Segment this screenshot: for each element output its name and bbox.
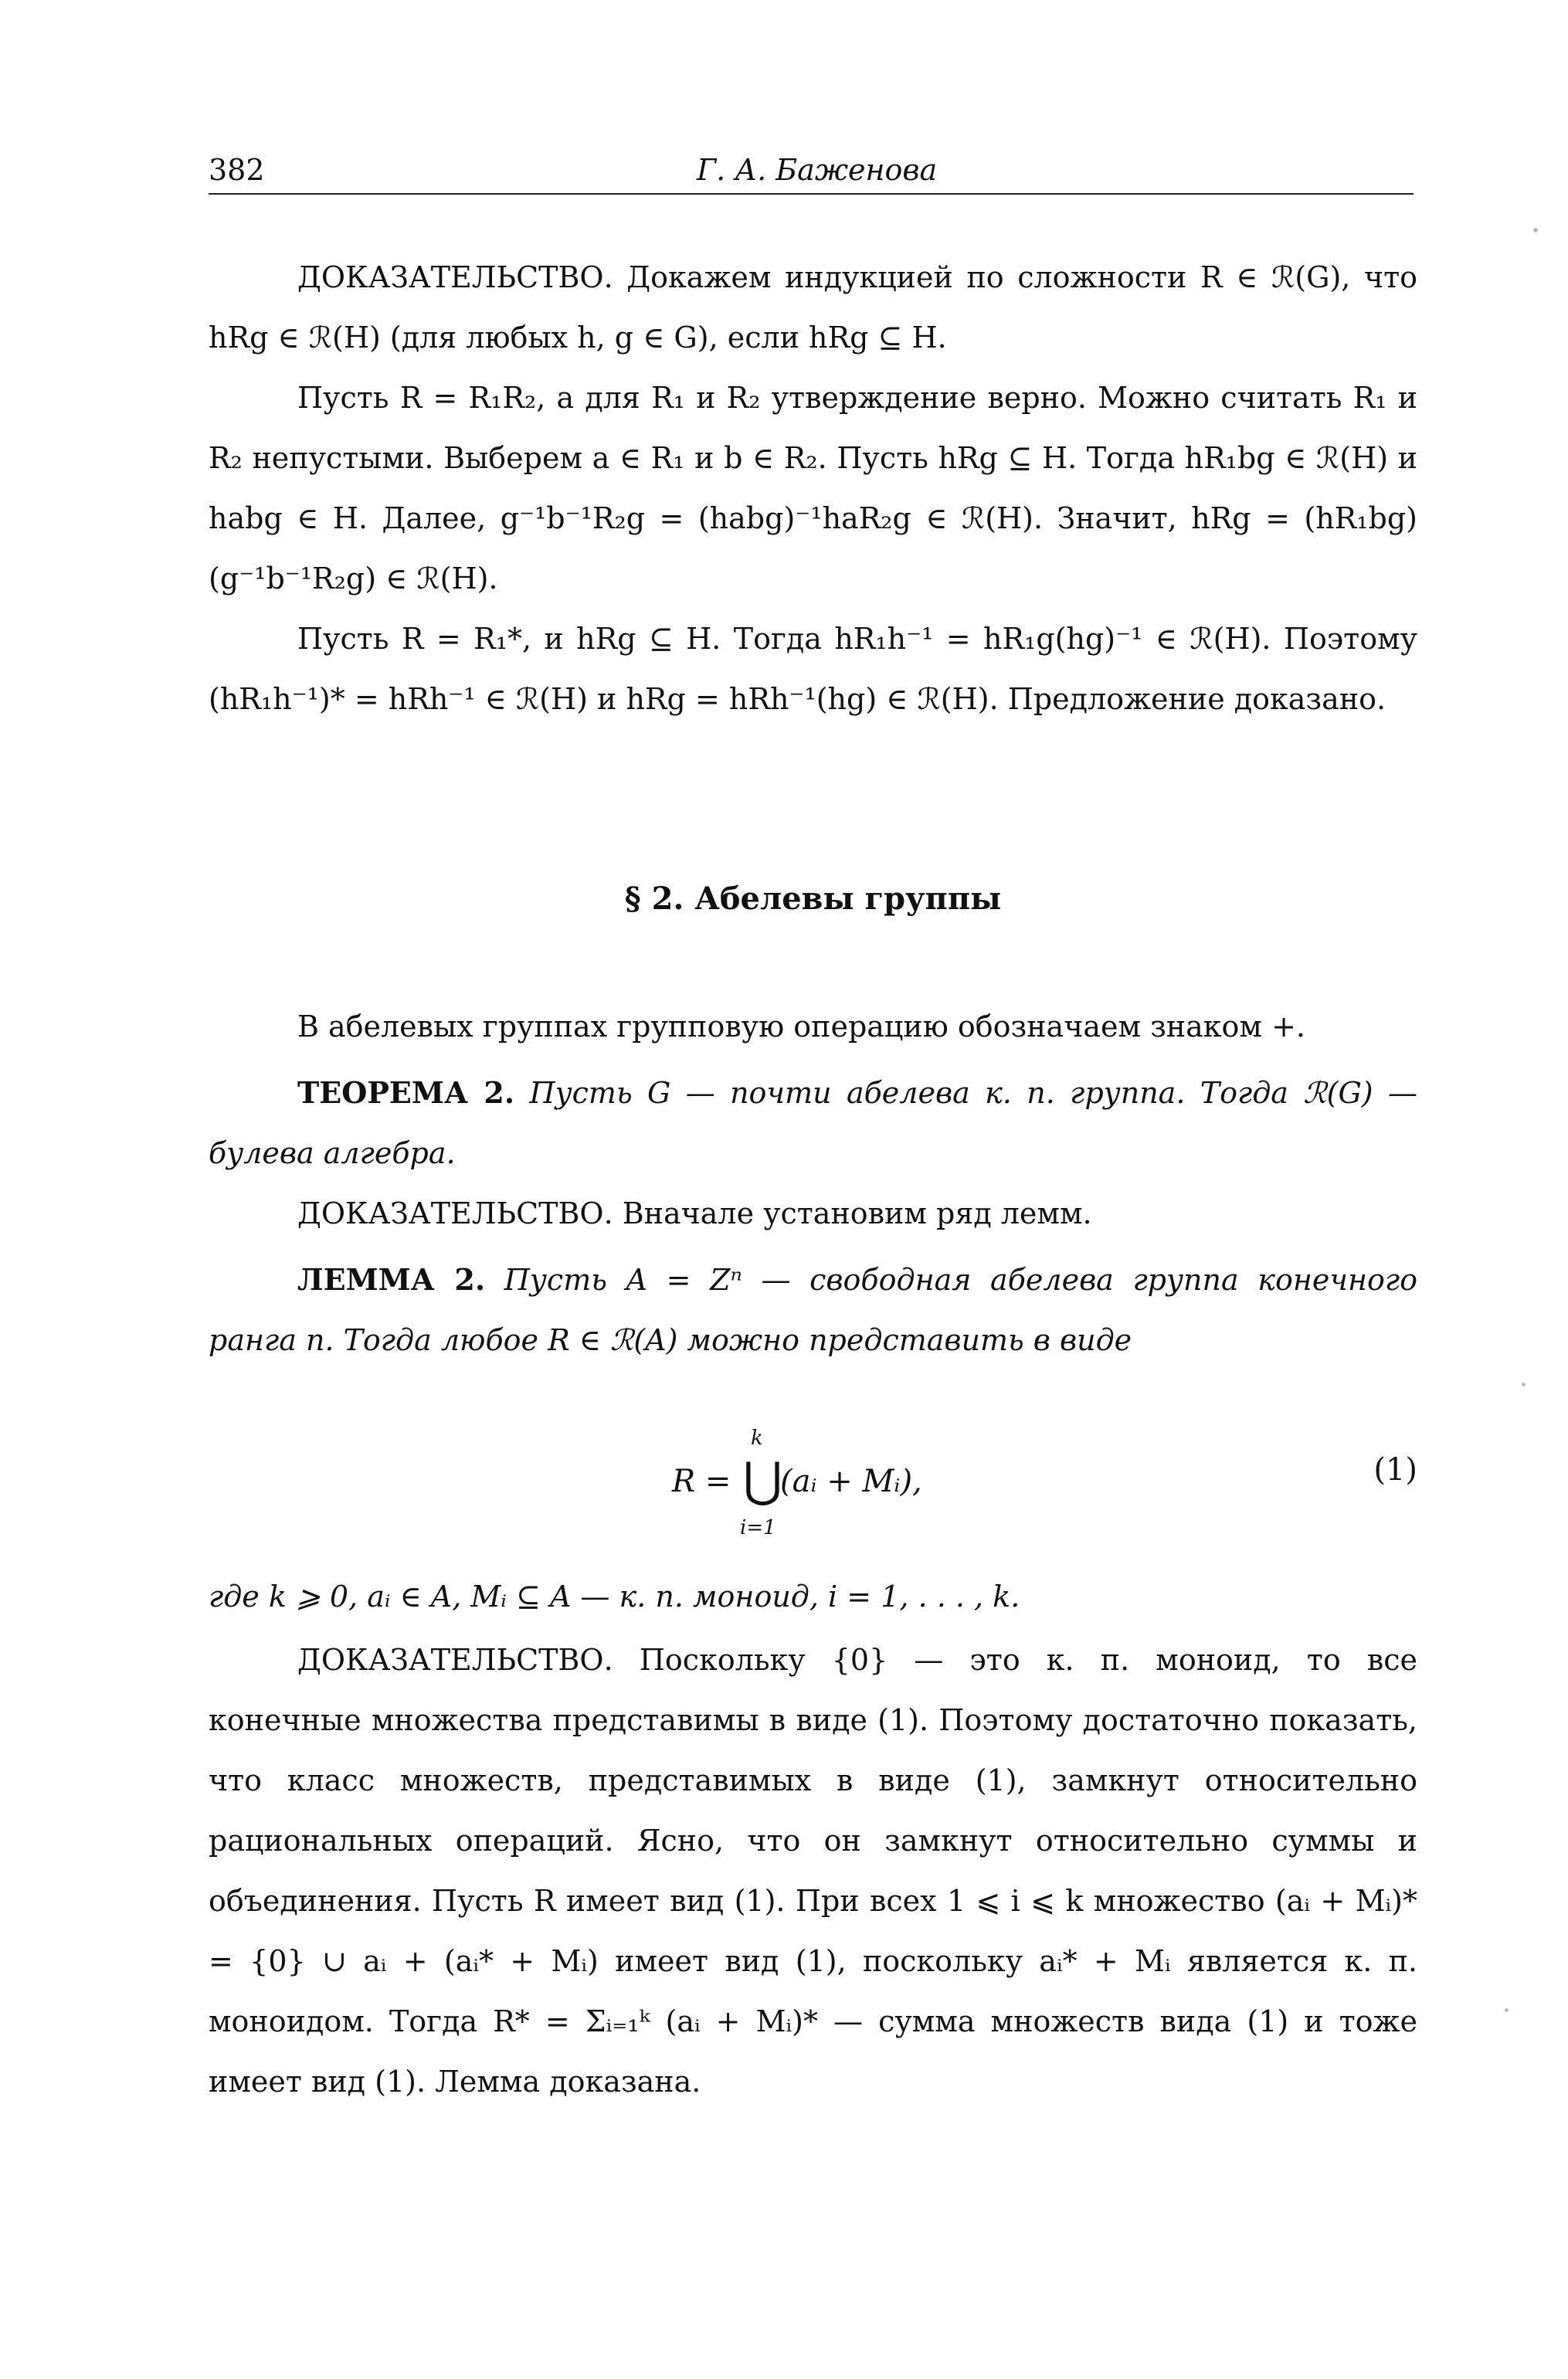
formula-lower-limit: i=1 bbox=[740, 1516, 776, 1539]
section-heading: § 2. Абелевы группы bbox=[624, 881, 1002, 917]
theorem-statement: Пусть G — почти абелева к. п. группа. Тогда ℛ(G) — булева алгебра. bbox=[209, 1076, 1417, 1170]
theorem-2 bbox=[209, 1063, 1417, 1183]
formula-lhs: R = bbox=[672, 1464, 731, 1499]
lemma-2 bbox=[209, 1250, 1417, 1370]
header-rule bbox=[209, 193, 1414, 195]
scan-speck bbox=[1533, 228, 1538, 232]
lemma-conditions: где k ⩾ 0, aᵢ ∈ A, Mᵢ ⊆ A — к. п. моноид, i = 1, . . . , k. bbox=[209, 1580, 1020, 1614]
running-header bbox=[209, 153, 1414, 199]
scan-speck bbox=[1505, 2008, 1509, 2012]
formula-body: (aᵢ + Mᵢ), bbox=[780, 1464, 922, 1499]
scan-speck bbox=[1522, 1383, 1526, 1386]
paragraph-proof-intro: ДОКАЗАТЕЛЬСТВО. Докажем индукцией по сложности R ∈ ℛ(G), что hRg ∈ ℛ(H) (для любых h, g ∈ G), если hRg ⊆ H. bbox=[209, 260, 1417, 355]
proof-proposition bbox=[209, 247, 1417, 729]
formula-upper-limit: k bbox=[751, 1427, 763, 1450]
section-body bbox=[209, 996, 1417, 1370]
lemma-label: ЛЕММА 2. bbox=[297, 1262, 486, 1297]
paragraph-lemma-proof: ДОКАЗАТЕЛЬСТВО. Поскольку {0} — это к. п. моноид, то все конечные множества представимы в виде (1). Поэтому достаточно показать, что класс множеств, представимых в виде (1), замкнут относительно рациональных операций. Ясно, что он замкнут относительно суммы и объединения. Пусть R имеет вид (1). При всех 1 ⩽ i ⩽ k множество (aᵢ + Mᵢ)* = {0} ∪ aᵢ + (aᵢ* + Mᵢ) имеет вид (1), поскольку aᵢ* + Mᵢ является к. п. моноидом. Тогда R* = Σᵢ₌₁ᵏ (aᵢ + Mᵢ)* — сумма множеств вида (1) и тоже имеет вид (1). Лемма доказана. bbox=[209, 1643, 1417, 2099]
equation-number: (1) bbox=[1373, 1452, 1417, 1488]
theorem-label: ТЕОРЕМА 2. bbox=[297, 1075, 515, 1110]
paragraph-product-case: Пусть R = R₁R₂, а для R₁ и R₂ утверждение верно. Можно считать R₁ и R₂ непустыми. Выберем a ∈ R₁ и b ∈ R₂. Пусть hRg ⊆ H. Тогда hR₁bg ∈ ℛ(H) и habg ∈ H. Далее, g⁻¹b⁻¹R₂g = (habg)⁻¹haR₂g ∈ ℛ(H). Значит, hRg = (hR₁bg)(g⁻¹b⁻¹R₂g) ∈ ℛ(H). bbox=[209, 381, 1417, 596]
lemma-statement: Пусть A = Zⁿ — свободная абелева группа конечного ранга n. Тогда любое R ∈ ℛ(A) можно представить в виде bbox=[209, 1263, 1417, 1357]
running-author: Г. А. Баженова bbox=[697, 153, 938, 187]
lemma-proof bbox=[209, 1566, 1417, 2112]
paragraph-star-case: Пусть R = R₁*, и hRg ⊆ H. Тогда hR₁h⁻¹ = hR₁g(hg)⁻¹ ∈ ℛ(H). Поэтому (hR₁h⁻¹)* = hRh⁻¹ ∈ ℛ(H) и hRg = hRh⁻¹(hg) ∈ ℛ(H). Предложение доказано. bbox=[209, 622, 1417, 716]
formula-expression bbox=[672, 1427, 1213, 1541]
paragraph-notation: В абелевых группах групповую операцию обозначаем знаком +. bbox=[297, 1010, 1305, 1044]
paragraph-proof-start: ДОКАЗАТЕЛЬСТВО. Вначале установим ряд лемм. bbox=[297, 1196, 1092, 1230]
formula-1 bbox=[209, 1425, 1417, 1541]
page-number: 382 bbox=[209, 153, 265, 187]
union-operator: ⋃ bbox=[743, 1451, 782, 1508]
